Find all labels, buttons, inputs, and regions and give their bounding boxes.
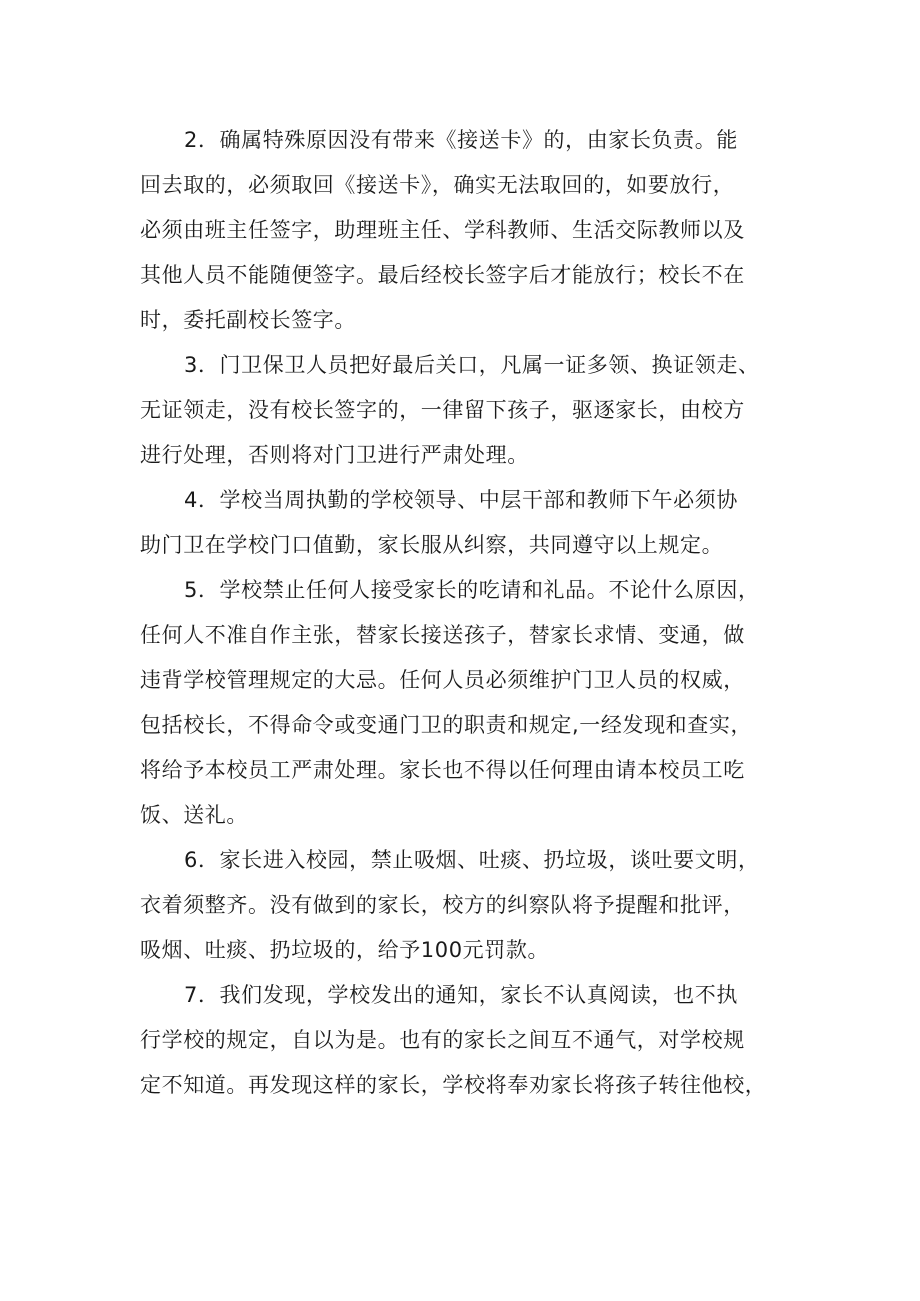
paragraph-line: 进行处理，否则将对门卫进行严肃处理。 (140, 443, 529, 467)
paragraph-line: 包括校长，不得命令或变通门卫的职责和规定,一经发现和查实， (140, 713, 753, 737)
paragraph-item-3 (140, 343, 790, 478)
paragraph-line: 衣着须整齐。没有做到的家长，校方的纠察队将予提醒和批评， (140, 893, 745, 917)
paragraph-line: 行学校的规定，自以为是。也有的家长之间互不通气，对学校规 (140, 1028, 745, 1052)
paragraph-line: 回去取的，必须取回《接送卡》，确实无法取回的，如要放行， (140, 173, 735, 197)
paragraph-item-7 (140, 973, 790, 1108)
paragraph-line: 助门卫在学校门口值勤，家长服从纠察，共同遵守以上规定。 (140, 533, 724, 557)
paragraph-line: 时，委托副校长签字。 (140, 308, 356, 332)
paragraph-line: 定不知道。再发现这样的家长，学校将奉劝家长将孩子转往他校， (140, 1073, 767, 1097)
paragraph-item-6 (140, 838, 790, 973)
paragraph-line: 必须由班主任签字，助理班主任、学科教师、生活交际教师以及 (140, 218, 745, 242)
paragraph-line: 将给予本校员工严肃处理。家长也不得以任何理由请本校员工吃 (140, 758, 745, 782)
paragraph-line: 吸烟、吐痰、扔垃圾的，给予100元罚款。 (140, 938, 550, 962)
paragraph-line: 饭、送礼。 (140, 803, 248, 827)
paragraph-line: 任何人不准自作主张，替家长接送孩子，替家长求情、变通，做 (140, 623, 745, 647)
paragraph-line: 2．确属特殊原因没有带来《接送卡》的，由家长负责。能 (184, 128, 738, 152)
document-body (140, 118, 790, 1108)
paragraph-item-2 (140, 118, 790, 343)
paragraph-line: 违背学校管理规定的大忌。任何人员必须维护门卫人员的权威， (140, 668, 745, 692)
paragraph-line: 4．学校当周执勤的学校领导、中层干部和教师下午必须协 (184, 488, 738, 512)
paragraph-line: 7．我们发现，学校发出的通知，家长不认真阅读，也不执 (184, 983, 738, 1007)
paragraph-item-4 (140, 478, 790, 568)
paragraph-line: 其他人员不能随便签字。最后经校长签字后才能放行；校长不在 (140, 263, 745, 287)
paragraph-line: 6．家长进入校园，禁止吸烟、吐痰、扔垃圾，谈吐要文明， (184, 848, 760, 872)
paragraph-line: 3．门卫保卫人员把好最后关口，凡属一证多领、换证领走、 (184, 353, 760, 377)
paragraph-item-5 (140, 568, 790, 838)
paragraph-line: 无证领走，没有校长签字的，一律留下孩子，驱逐家长，由校方 (140, 398, 745, 422)
paragraph-line: 5．学校禁止任何人接受家长的吃请和礼品。不论什么原因， (184, 578, 760, 602)
